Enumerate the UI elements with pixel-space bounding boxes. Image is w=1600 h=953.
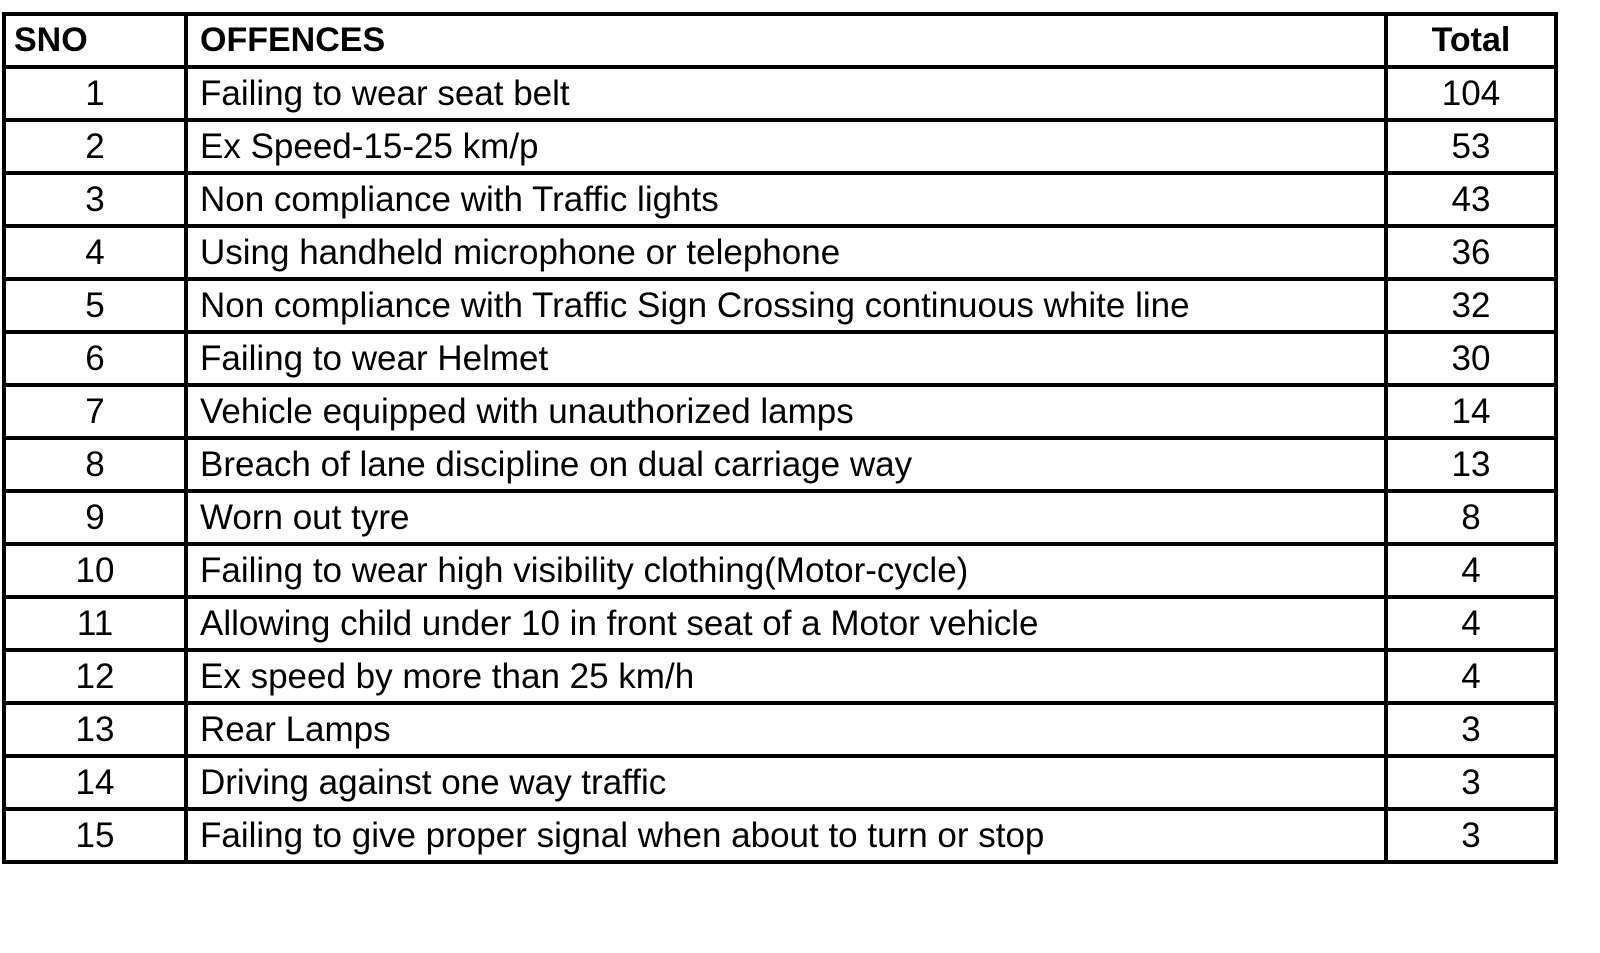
- table-row: [4, 491, 1556, 544]
- table-row: [4, 120, 1556, 173]
- cell-offence: Allowing child under 10 in front seat of a Motor vehicle: [186, 597, 1386, 650]
- cell-offence: Failing to give proper signal when about to turn or stop: [186, 809, 1386, 862]
- cell-total: 36: [1386, 226, 1556, 279]
- cell-offence: Ex Speed-15-25 km/p: [186, 120, 1386, 173]
- table-row: [4, 650, 1556, 703]
- cell-offence: Vehicle equipped with unauthorized lamps: [186, 385, 1386, 438]
- cell-total: 4: [1386, 650, 1556, 703]
- cell-offence: Worn out tyre: [186, 491, 1386, 544]
- cell-sno: 1: [4, 67, 186, 120]
- table-row: [4, 385, 1556, 438]
- cell-offence: Failing to wear Helmet: [186, 332, 1386, 385]
- cell-offence: Driving against one way traffic: [186, 756, 1386, 809]
- header-offences: OFFENCES: [186, 14, 1386, 67]
- offences-table-container: [2, 12, 1554, 864]
- cell-sno: 13: [4, 703, 186, 756]
- cell-total: 4: [1386, 544, 1556, 597]
- table-row: [4, 703, 1556, 756]
- table-row: [4, 173, 1556, 226]
- cell-sno: 11: [4, 597, 186, 650]
- cell-offence: Using handheld microphone or telephone: [186, 226, 1386, 279]
- cell-sno: 5: [4, 279, 186, 332]
- cell-offence: Non compliance with Traffic Sign Crossing continuous white line: [186, 279, 1386, 332]
- cell-sno: 10: [4, 544, 186, 597]
- cell-total: 14: [1386, 385, 1556, 438]
- cell-total: 4: [1386, 597, 1556, 650]
- cell-sno: 4: [4, 226, 186, 279]
- header-total: Total: [1386, 14, 1556, 67]
- cell-total: 3: [1386, 756, 1556, 809]
- cell-total: 30: [1386, 332, 1556, 385]
- table-row: [4, 438, 1556, 491]
- cell-sno: 7: [4, 385, 186, 438]
- cell-total: 32: [1386, 279, 1556, 332]
- cell-total: 13: [1386, 438, 1556, 491]
- cell-total: 43: [1386, 173, 1556, 226]
- table-row: [4, 809, 1556, 862]
- cell-sno: 12: [4, 650, 186, 703]
- cell-offence: Ex speed by more than 25 km/h: [186, 650, 1386, 703]
- cell-total: 3: [1386, 703, 1556, 756]
- cell-offence: Breach of lane discipline on dual carriage way: [186, 438, 1386, 491]
- cell-offence: Failing to wear seat belt: [186, 67, 1386, 120]
- cell-offence: Failing to wear high visibility clothing(Motor-cycle): [186, 544, 1386, 597]
- cell-sno: 2: [4, 120, 186, 173]
- table-body: [4, 67, 1556, 862]
- table-row: [4, 597, 1556, 650]
- cell-offence: Rear Lamps: [186, 703, 1386, 756]
- cell-total: 104: [1386, 67, 1556, 120]
- cell-total: 8: [1386, 491, 1556, 544]
- table-row: [4, 756, 1556, 809]
- table-row: [4, 332, 1556, 385]
- cell-sno: 15: [4, 809, 186, 862]
- cell-sno: 14: [4, 756, 186, 809]
- cell-total: 53: [1386, 120, 1556, 173]
- cell-sno: 9: [4, 491, 186, 544]
- header-row: [4, 14, 1556, 67]
- cell-sno: 3: [4, 173, 186, 226]
- offences-table: [2, 12, 1558, 864]
- table-row: [4, 279, 1556, 332]
- table-row: [4, 544, 1556, 597]
- cell-sno: 6: [4, 332, 186, 385]
- cell-offence: Non compliance with Traffic lights: [186, 173, 1386, 226]
- header-sno: SNO: [4, 14, 186, 67]
- table-row: [4, 226, 1556, 279]
- cell-sno: 8: [4, 438, 186, 491]
- table-header: [4, 14, 1556, 67]
- table-row: [4, 67, 1556, 120]
- cell-total: 3: [1386, 809, 1556, 862]
